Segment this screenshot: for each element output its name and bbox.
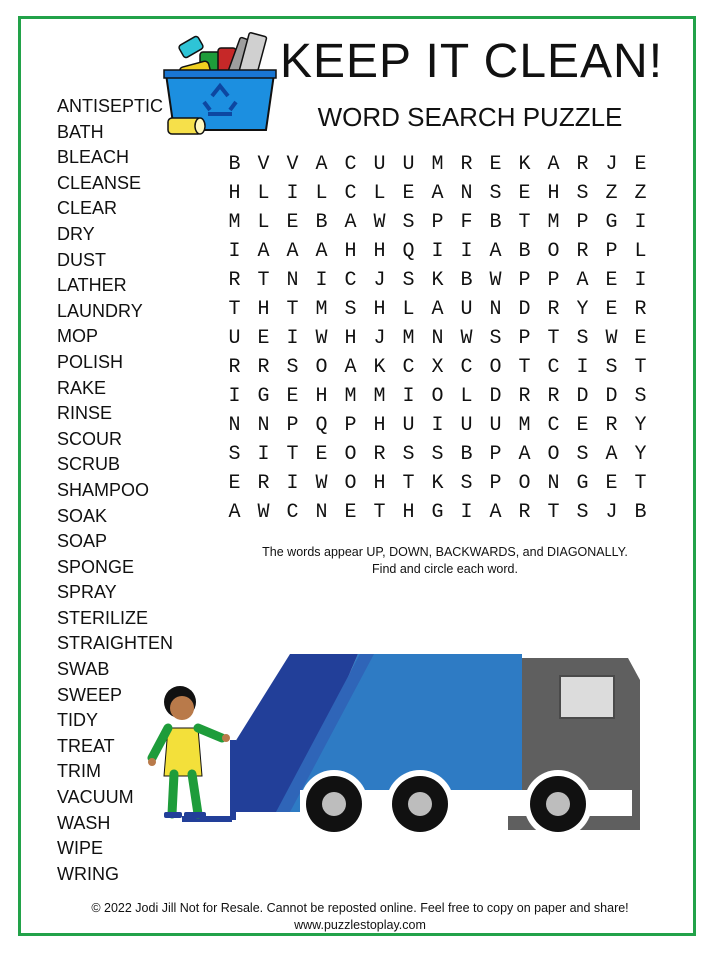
word-list-item: SCOUR bbox=[57, 428, 123, 449]
word-list-item: CLEANSE bbox=[57, 172, 142, 193]
grid-letter[interactable]: V bbox=[257, 153, 270, 176]
grid-letter[interactable]: N bbox=[547, 472, 560, 495]
grid-letter[interactable]: J bbox=[605, 501, 618, 524]
grid-letter[interactable]: A bbox=[489, 240, 502, 263]
grid-letter[interactable]: R bbox=[460, 153, 473, 176]
grid-letter[interactable]: T bbox=[518, 211, 531, 234]
grid-letter[interactable]: B bbox=[315, 211, 328, 234]
grid-letter[interactable]: I bbox=[228, 240, 241, 263]
grid-letter[interactable]: R bbox=[547, 298, 560, 321]
grid-letter[interactable]: N bbox=[431, 327, 444, 350]
grid-letter[interactable]: O bbox=[518, 472, 531, 495]
grid-letter[interactable]: W bbox=[489, 269, 502, 292]
word-list-item: VACUUM bbox=[57, 787, 134, 808]
grid-letter[interactable]: S bbox=[634, 385, 647, 408]
grid-letter[interactable]: N bbox=[228, 414, 241, 437]
grid-letter[interactable]: G bbox=[257, 385, 270, 408]
grid-letter[interactable]: S bbox=[605, 356, 618, 379]
grid-letter[interactable]: B bbox=[518, 240, 531, 263]
grid-letter[interactable]: W bbox=[373, 211, 386, 234]
grid-letter[interactable]: P bbox=[489, 472, 502, 495]
grid-letter[interactable]: O bbox=[344, 472, 357, 495]
word-list-item: LATHER bbox=[57, 275, 127, 296]
grid-letter[interactable]: R bbox=[257, 472, 270, 495]
grid-letter[interactable]: R bbox=[518, 385, 531, 408]
grid-letter[interactable]: Y bbox=[634, 443, 647, 466]
grid-letter[interactable]: A bbox=[315, 240, 328, 263]
grid-letter[interactable]: U bbox=[373, 153, 386, 176]
grid-letter[interactable]: T bbox=[286, 298, 299, 321]
grid-letter[interactable]: A bbox=[605, 443, 618, 466]
grid-letter[interactable]: N bbox=[460, 182, 473, 205]
grid-letter[interactable]: C bbox=[547, 414, 560, 437]
grid-letter[interactable]: O bbox=[431, 385, 444, 408]
word-list-item: BATH bbox=[57, 121, 104, 142]
grid-letter[interactable]: C bbox=[344, 182, 357, 205]
grid-letter[interactable]: J bbox=[373, 269, 386, 292]
grid-letter[interactable]: A bbox=[315, 153, 328, 176]
grid-letter[interactable]: Q bbox=[315, 414, 328, 437]
word-list-item: STERILIZE bbox=[57, 607, 149, 628]
grid-letter[interactable]: I bbox=[286, 472, 299, 495]
grid-letter[interactable]: M bbox=[344, 385, 357, 408]
grid-letter[interactable]: T bbox=[257, 269, 270, 292]
grid-letter[interactable]: P bbox=[547, 269, 560, 292]
grid-letter[interactable]: S bbox=[431, 443, 444, 466]
grid-letter[interactable]: O bbox=[315, 356, 328, 379]
grid-letter[interactable]: A bbox=[431, 182, 444, 205]
grid-letter[interactable]: T bbox=[634, 356, 647, 379]
grid-letter[interactable]: S bbox=[576, 443, 589, 466]
word-list-item: BLEACH bbox=[57, 147, 130, 168]
grid-letter[interactable]: H bbox=[257, 298, 270, 321]
word-list-item: SWAB bbox=[57, 659, 110, 680]
grid-letter[interactable]: B bbox=[460, 269, 473, 292]
grid-letter[interactable]: I bbox=[315, 269, 328, 292]
grid-letter[interactable]: R bbox=[257, 356, 270, 379]
grid-letter[interactable]: A bbox=[344, 356, 357, 379]
grid-letter[interactable]: L bbox=[634, 240, 647, 263]
word-list-item: SWEEP bbox=[57, 684, 123, 705]
word-list-item: WASH bbox=[57, 812, 111, 833]
grid-letter[interactable]: A bbox=[286, 240, 299, 263]
grid-letter[interactable]: Y bbox=[634, 414, 647, 437]
grid-letter[interactable]: U bbox=[402, 414, 415, 437]
grid-letter[interactable]: T bbox=[634, 472, 647, 495]
instructions bbox=[230, 544, 660, 578]
word-list-item: MOP bbox=[57, 326, 99, 347]
grid-letter[interactable]: E bbox=[605, 298, 618, 321]
grid-letter[interactable]: U bbox=[489, 414, 502, 437]
grid-letter[interactable]: C bbox=[402, 356, 415, 379]
grid-letter[interactable]: H bbox=[402, 501, 415, 524]
grid-letter[interactable]: I bbox=[228, 385, 241, 408]
grid-letter[interactable]: O bbox=[489, 356, 502, 379]
footer bbox=[30, 900, 690, 934]
word-list-item: SHAMPOO bbox=[57, 479, 150, 500]
word-list-item: TIDY bbox=[57, 710, 99, 731]
word-list-item: ANTISEPTIC bbox=[57, 96, 164, 116]
grid-letter[interactable]: R bbox=[373, 443, 386, 466]
grid-letter[interactable]: T bbox=[373, 501, 386, 524]
word-list-item: CLEAR bbox=[57, 198, 118, 219]
garbage-truck-illustration bbox=[140, 640, 660, 850]
word-list-item: RINSE bbox=[57, 403, 113, 424]
instructions-line: The words appear UP, DOWN, BACKWARDS, and DIAGONALLY. bbox=[262, 545, 628, 559]
grid-letter[interactable]: T bbox=[518, 356, 531, 379]
word-list-item: WRING bbox=[57, 863, 119, 884]
grid-letter[interactable]: E bbox=[605, 269, 618, 292]
grid-letter[interactable]: H bbox=[228, 182, 241, 205]
grid-letter[interactable]: G bbox=[431, 501, 444, 524]
grid-letter[interactable]: J bbox=[373, 327, 386, 350]
grid-letter[interactable]: S bbox=[489, 182, 502, 205]
grid-letter[interactable]: R bbox=[518, 501, 531, 524]
grid-letter[interactable]: Z bbox=[605, 182, 618, 205]
grid-letter[interactable]: W bbox=[605, 327, 618, 350]
grid-letter[interactable]: H bbox=[373, 298, 386, 321]
grid-letter[interactable]: C bbox=[344, 269, 357, 292]
word-list-item: TREAT bbox=[57, 735, 115, 756]
grid-letter[interactable]: A bbox=[257, 240, 270, 263]
page-title: KEEP IT CLEAN! bbox=[280, 35, 664, 88]
grid-letter[interactable]: M bbox=[228, 211, 241, 234]
grid-letter[interactable]: B bbox=[634, 501, 647, 524]
grid-letter[interactable]: P bbox=[576, 211, 589, 234]
grid-letter[interactable]: R bbox=[605, 414, 618, 437]
grid-letter[interactable]: N bbox=[489, 298, 502, 321]
grid-letter[interactable]: C bbox=[547, 356, 560, 379]
grid-letter[interactable]: D bbox=[489, 385, 502, 408]
grid-letter[interactable]: T bbox=[402, 472, 415, 495]
grid-letter[interactable]: T bbox=[286, 443, 299, 466]
grid-letter[interactable]: V bbox=[286, 153, 299, 176]
grid-letter[interactable]: P bbox=[489, 443, 502, 466]
grid-letter[interactable]: H bbox=[344, 327, 357, 350]
grid-letter[interactable]: U bbox=[460, 298, 473, 321]
grid-letter[interactable]: R bbox=[228, 269, 241, 292]
grid-letter[interactable]: W bbox=[315, 327, 328, 350]
grid-letter[interactable]: T bbox=[228, 298, 241, 321]
grid-letter[interactable]: A bbox=[431, 298, 444, 321]
copyright-text: © 2022 Jodi Jill Not for Resale. Cannot be reposted online. Feel free to copy on paper and share! bbox=[91, 901, 629, 915]
grid-letter[interactable]: R bbox=[228, 356, 241, 379]
grid-letter[interactable]: E bbox=[315, 443, 328, 466]
grid-letter[interactable]: R bbox=[576, 240, 589, 263]
word-list-item: POLISH bbox=[57, 351, 124, 372]
grid-letter[interactable]: M bbox=[431, 153, 444, 176]
grid-letter[interactable]: P bbox=[431, 211, 444, 234]
grid-letter[interactable]: U bbox=[228, 327, 241, 350]
grid-letter[interactable]: C bbox=[460, 356, 473, 379]
word-list-item: TRIM bbox=[57, 761, 101, 782]
grid-letter[interactable]: E bbox=[605, 472, 618, 495]
grid-letter[interactable]: I bbox=[286, 327, 299, 350]
word-list-item: STRAIGHTEN bbox=[57, 633, 174, 654]
word-list-item: WIPE bbox=[57, 838, 104, 859]
grid-letter[interactable]: W bbox=[315, 472, 328, 495]
grid-letter[interactable]: P bbox=[605, 240, 618, 263]
grid-letter[interactable]: R bbox=[634, 298, 647, 321]
grid-letter[interactable]: S bbox=[286, 356, 299, 379]
grid-letter[interactable]: S bbox=[402, 211, 415, 234]
grid-letter[interactable]: H bbox=[315, 385, 328, 408]
grid-letter[interactable]: O bbox=[547, 443, 560, 466]
grid-letter[interactable]: E bbox=[576, 414, 589, 437]
grid-letter[interactable]: G bbox=[605, 211, 618, 234]
grid-letter[interactable]: D bbox=[605, 385, 618, 408]
grid-letter[interactable]: I bbox=[634, 269, 647, 292]
grid-letter[interactable]: T bbox=[547, 327, 560, 350]
grid-letter[interactable]: D bbox=[576, 385, 589, 408]
grid-letter[interactable]: W bbox=[257, 501, 270, 524]
grid-letter[interactable]: L bbox=[257, 211, 270, 234]
grid-letter[interactable]: P bbox=[518, 269, 531, 292]
grid-letter[interactable]: R bbox=[576, 153, 589, 176]
grid-letter[interactable]: B bbox=[460, 443, 473, 466]
grid-letter[interactable]: E bbox=[286, 385, 299, 408]
grid-letter[interactable]: W bbox=[460, 327, 473, 350]
grid-letter[interactable]: Z bbox=[634, 182, 647, 205]
grid-letter[interactable]: J bbox=[605, 153, 618, 176]
grid-letter[interactable]: I bbox=[257, 443, 270, 466]
grid-letter[interactable]: E bbox=[257, 327, 270, 350]
grid-letter[interactable]: K bbox=[373, 356, 386, 379]
grid-letter[interactable]: B bbox=[489, 211, 502, 234]
grid-letter[interactable]: H bbox=[373, 472, 386, 495]
website-link[interactable]: www.puzzlestoplay.com bbox=[294, 918, 426, 932]
grid-letter[interactable]: A bbox=[518, 443, 531, 466]
grid-letter[interactable]: I bbox=[431, 414, 444, 437]
grid-letter[interactable]: P bbox=[518, 327, 531, 350]
grid-letter[interactable]: I bbox=[460, 240, 473, 263]
grid-letter[interactable]: I bbox=[286, 182, 299, 205]
grid-letter[interactable]: I bbox=[576, 356, 589, 379]
grid-letter[interactable]: L bbox=[402, 298, 415, 321]
grid-letter[interactable]: C bbox=[286, 501, 299, 524]
grid-letter[interactable]: E bbox=[518, 182, 531, 205]
grid-letter[interactable]: C bbox=[344, 153, 357, 176]
grid-letter[interactable]: S bbox=[576, 182, 589, 205]
grid-letter[interactable]: F bbox=[460, 211, 473, 234]
grid-letter[interactable]: E bbox=[344, 501, 357, 524]
grid-letter[interactable]: M bbox=[315, 298, 328, 321]
grid-letter[interactable]: E bbox=[228, 472, 241, 495]
grid-letter[interactable]: S bbox=[344, 298, 357, 321]
grid-letter[interactable]: M bbox=[547, 211, 560, 234]
recycling-bin-illustration bbox=[160, 30, 280, 140]
grid-letter[interactable]: S bbox=[489, 327, 502, 350]
grid-letter[interactable]: A bbox=[576, 269, 589, 292]
grid-letter[interactable]: Y bbox=[576, 298, 589, 321]
grid-letter[interactable]: S bbox=[460, 472, 473, 495]
grid-letter[interactable]: R bbox=[547, 385, 560, 408]
word-list-item: SPRAY bbox=[57, 582, 117, 603]
grid-letter[interactable]: T bbox=[547, 501, 560, 524]
grid-letter[interactable]: L bbox=[315, 182, 328, 205]
grid-letter[interactable]: M bbox=[373, 385, 386, 408]
grid-letter[interactable]: K bbox=[431, 472, 444, 495]
grid-letter[interactable]: L bbox=[257, 182, 270, 205]
grid-letter[interactable]: H bbox=[373, 414, 386, 437]
word-list-item: DRY bbox=[57, 223, 95, 244]
grid-letter[interactable]: P bbox=[286, 414, 299, 437]
grid-letter[interactable]: I bbox=[431, 240, 444, 263]
grid-letter[interactable]: I bbox=[402, 385, 415, 408]
grid-letter[interactable]: D bbox=[518, 298, 531, 321]
grid-letter[interactable]: A bbox=[344, 211, 357, 234]
word-list-item: LAUNDRY bbox=[57, 300, 143, 321]
grid-letter[interactable]: M bbox=[402, 327, 415, 350]
grid-letter[interactable]: U bbox=[460, 414, 473, 437]
grid-letter[interactable]: E bbox=[286, 211, 299, 234]
word-list-item: SPONGE bbox=[57, 556, 135, 577]
grid-letter[interactable]: E bbox=[634, 327, 647, 350]
grid-letter[interactable]: A bbox=[547, 153, 560, 176]
grid-letter[interactable]: X bbox=[431, 356, 444, 379]
grid-letter[interactable]: G bbox=[576, 472, 589, 495]
grid-letter[interactable]: B bbox=[228, 153, 241, 176]
grid-letter[interactable]: E bbox=[402, 182, 415, 205]
grid-letter[interactable]: E bbox=[489, 153, 502, 176]
letter-grid bbox=[220, 150, 655, 527]
grid-letter[interactable]: S bbox=[228, 443, 241, 466]
grid-letter[interactable]: N bbox=[257, 414, 270, 437]
grid-letter[interactable]: I bbox=[634, 211, 647, 234]
grid-letter[interactable]: P bbox=[344, 414, 357, 437]
grid-letter[interactable]: O bbox=[547, 240, 560, 263]
grid-letter[interactable]: U bbox=[402, 153, 415, 176]
grid-letter[interactable]: S bbox=[576, 327, 589, 350]
grid-letter[interactable]: Q bbox=[402, 240, 415, 263]
word-list-item: SCRUB bbox=[57, 454, 121, 475]
grid-letter[interactable]: H bbox=[373, 240, 386, 263]
word-list-item: SOAP bbox=[57, 531, 108, 552]
grid-letter[interactable]: H bbox=[547, 182, 560, 205]
grid-letter[interactable]: K bbox=[431, 269, 444, 292]
word-list-item: RAKE bbox=[57, 377, 107, 398]
grid-letter[interactable]: E bbox=[634, 153, 647, 176]
grid-letter[interactable]: A bbox=[489, 501, 502, 524]
grid-letter[interactable]: L bbox=[460, 385, 473, 408]
grid-letter[interactable]: S bbox=[402, 269, 415, 292]
grid-letter[interactable]: N bbox=[315, 501, 328, 524]
word-list-item: DUST bbox=[57, 249, 106, 270]
grid-letter[interactable]: O bbox=[344, 443, 357, 466]
instructions-line: Find and circle each word. bbox=[372, 562, 518, 576]
grid-letter[interactable]: L bbox=[373, 182, 386, 205]
grid-letter[interactable]: N bbox=[286, 269, 299, 292]
grid-letter[interactable]: H bbox=[344, 240, 357, 263]
grid-letter[interactable]: K bbox=[518, 153, 531, 176]
word-list-item: SOAK bbox=[57, 505, 108, 526]
grid-letter[interactable]: A bbox=[228, 501, 241, 524]
grid-letter[interactable]: I bbox=[460, 501, 473, 524]
page-subtitle: WORD SEARCH PUZZLE bbox=[317, 102, 623, 132]
grid-letter[interactable]: S bbox=[576, 501, 589, 524]
grid-letter[interactable]: M bbox=[518, 414, 531, 437]
grid-letter[interactable]: S bbox=[402, 443, 415, 466]
